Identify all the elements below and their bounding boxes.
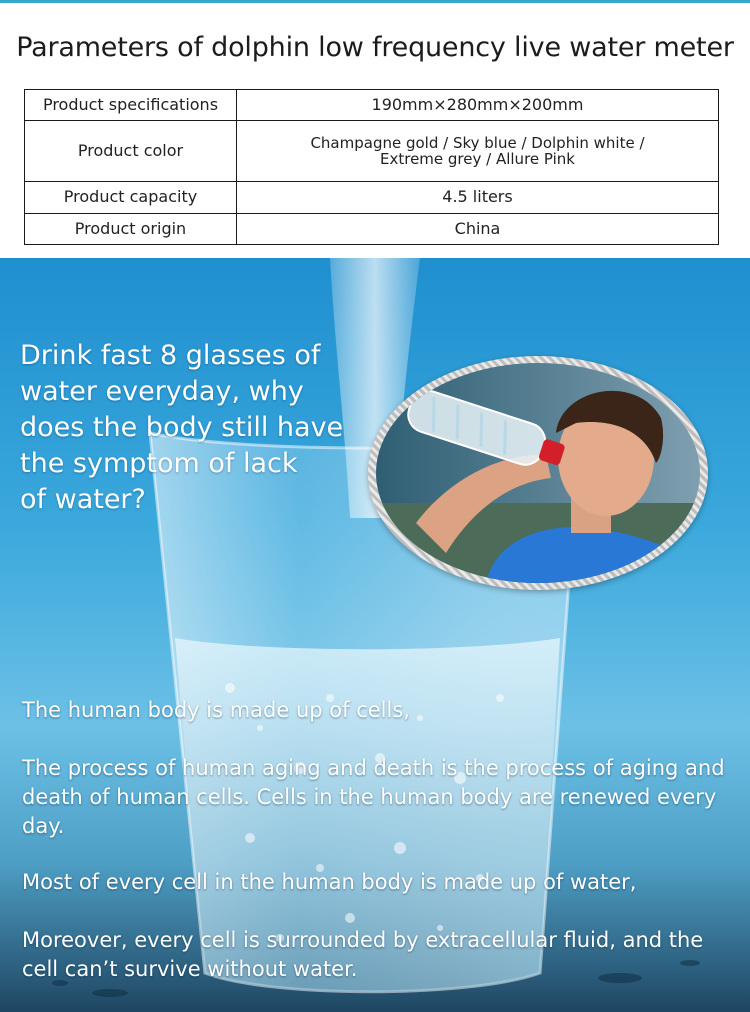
man-drinking-illustration <box>376 363 700 583</box>
top-accent-rule <box>0 0 750 3</box>
spec-table <box>24 89 719 245</box>
table-row <box>25 182 719 213</box>
spec-value <box>237 121 719 182</box>
spec-label: Product origin <box>25 213 237 244</box>
spec-value: 4.5 liters <box>237 182 719 213</box>
table-row <box>25 90 719 121</box>
hydration-question: Drink fast 8 glasses of water everyday, why does the body still have the symptom of lack of water? <box>20 340 344 515</box>
body-paragraph: Most of every cell in the human body is made up of water, <box>22 870 637 894</box>
table-row <box>25 121 719 182</box>
body-paragraph: The human body is made up of cells, <box>22 698 410 722</box>
water-hero-banner <box>0 258 750 1012</box>
page-title: Parameters of dolphin low frequency live water meter <box>16 32 734 63</box>
man-drinking-water-photo <box>376 363 700 583</box>
body-paragraph: The process of human aging and death is the process of aging and death of human cells. Cells in the human body are renewed every day. <box>22 756 725 838</box>
spec-label: Product specifications <box>25 90 237 121</box>
color-list: Champagne gold / Sky blue / Dolphin white / Extreme grey / Allure Pink <box>310 134 645 169</box>
spec-value: 190mm×280mm×200mm <box>237 90 719 121</box>
table-row <box>25 213 719 244</box>
spec-label: Product capacity <box>25 182 237 213</box>
spec-label: Product color <box>25 121 237 182</box>
spec-value: China <box>237 213 719 244</box>
body-paragraph: Moreover, every cell is surrounded by extracellular fluid, and the cell can’t survive without water. <box>22 928 704 981</box>
